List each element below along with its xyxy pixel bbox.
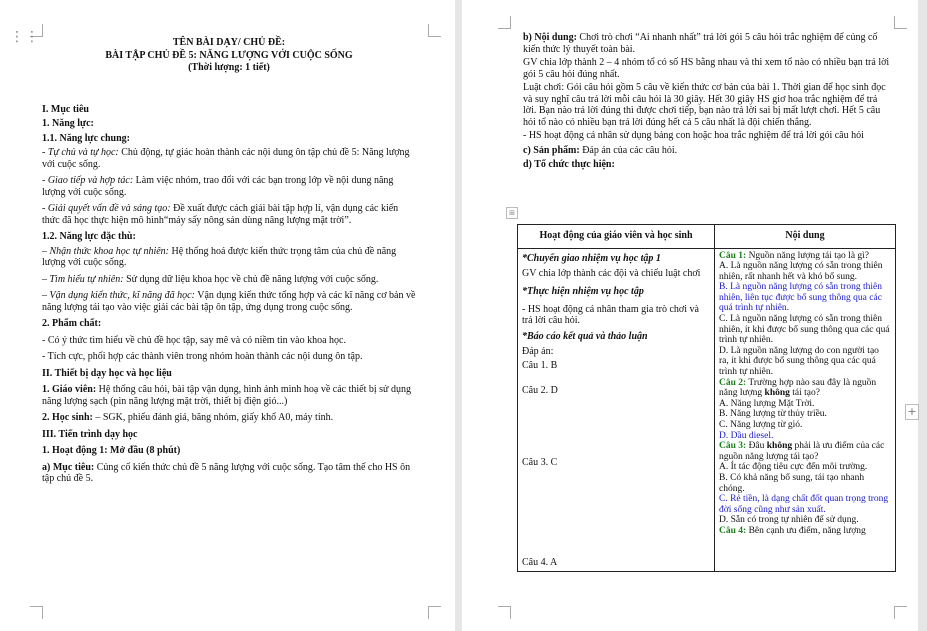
paragraph-game-rules: Luật chơi: Gói câu hỏi gồm 5 câu về kiến thức cơ bản của bài 1. Thời gian để học sinh đọc và suy nghĩ câu trả lời mỗi câu hỏi là 30 giây. Hết 30 giây HS giơ hoa trắc nghiệm để trả lời. Bạn nào trả lời đúng thì được chơi tiếp, bạn nào trả lời sai bị mất lượt chơi. Hết 5 câu hỏi tổ nào có nhiều bạn trả lời đúng hết cả 5 câu nhất là đội chiến thắng.	[523, 82, 886, 128]
label-self-study: - Tự chủ và tự học:	[42, 147, 119, 158]
question-3-text: Đâu	[746, 441, 767, 452]
question-1-text: Nguồn năng lượng tái tạo là gì?	[746, 250, 870, 261]
question-3-emphasis: không	[766, 441, 793, 452]
crop-mark	[498, 606, 511, 619]
paragraph-quality-2: - Tích cực, phối hợp các thành viên trong nhóm hoàn thành các nội dung ôn tập.	[42, 351, 363, 362]
activity-table	[517, 224, 896, 572]
lesson-duration: (Thời lượng: 1 tiết)	[188, 62, 270, 73]
question-2-text-end: tái tạo?	[789, 388, 820, 399]
crop-mark	[498, 16, 511, 29]
question-2-emphasis: không	[764, 388, 790, 399]
section-activity-1: 1. Hoạt động 1: Mở đầu (8 phút)	[42, 445, 181, 456]
left-page-content	[42, 37, 416, 490]
table-move-handle-icon[interactable]: ⊞	[506, 207, 518, 219]
section-process: III. Tiến trình dạy học	[42, 428, 138, 440]
question-2	[719, 378, 891, 442]
paragraph-natural-science	[42, 246, 416, 269]
label-apply-knowledge: – Vận dụng kiến thức, kĩ năng đã học:	[42, 290, 195, 301]
text-teacher: Hệ thống câu hỏi, bài tập vận dụng, hình ảnh minh hoạ về các thiết bị sử dụng năng lượng sạch (pin năng lượng mặt trời, thiết bị điện gió...)	[42, 384, 411, 407]
question-1-option-d: D. Là nguồn năng lượng do con người tạo ra, ít khi được bổ sung thông qua các quá trình tự nhiên.	[719, 345, 879, 378]
table-row	[518, 248, 896, 571]
section-general-competence: 1.1. Năng lực chung:	[42, 132, 130, 144]
label-problem-solving: - Giải quyết vấn đề và sáng tạo:	[42, 203, 171, 214]
table-header-content: Nội dung	[715, 225, 896, 249]
text-apply-knowledge: Vận dụng kiến thức tổng hợp và các kĩ năng cơ bản về năng lượng tái tạo vào việc giải các bài tập ôn tập, ứng dụng trong cuộc sống.	[42, 290, 416, 313]
task-implementation-text: - HS hoạt động cá nhân tham gia trò chơi và trả lời câu hỏi.	[522, 303, 699, 326]
label-communication: - Giao tiếp và hợp tác:	[42, 175, 134, 186]
section-competence: 1. Năng lực:	[42, 118, 94, 129]
question-2-option-d: D. Dầu diesel.	[719, 430, 774, 441]
text-communication: Làm việc nhóm, trao đổi với các bạn trong lớp về nội dung năng lượng với cuộc sống.	[42, 175, 394, 198]
question-1-label: Câu 1:	[719, 250, 747, 261]
lesson-title: BÀI TẬP CHỦ ĐỀ 5: NĂNG LƯỢNG VỚI CUỘC SỐNG	[105, 49, 353, 61]
question-3-option-a: A. Ít tác động tiêu cực đến môi trường.	[719, 462, 868, 473]
paragraph-explore-nature	[42, 274, 416, 286]
text-product: Đáp án của các câu hỏi.	[579, 144, 678, 156]
text-goal: Củng cố kiến thức chủ đề 5 năng lượng với cuộc sống. Tạo tâm thế cho HS ôn tập chủ đề 5.	[42, 461, 411, 484]
section-specific-competence: 1.2. Năng lực đặc thù:	[42, 231, 136, 242]
paragraph-teacher	[42, 384, 416, 407]
page-gap	[455, 0, 462, 631]
answer-1: Câu 1. B	[522, 359, 558, 371]
crop-mark	[30, 606, 43, 619]
question-3-label: Câu 3:	[719, 441, 747, 452]
workspace-edge	[918, 0, 927, 631]
table-header-activity: Hoạt động của giáo viên và học sinh	[518, 225, 715, 249]
answer-3: Câu 3. C	[522, 456, 558, 468]
paragraph-student-activity: - HS hoạt động cá nhân sử dụng bảng con hoặc hoa trắc nghiệm để trả lời gói câu hỏi	[523, 130, 864, 141]
crop-mark	[894, 606, 907, 619]
paragraph-self-study	[42, 147, 416, 170]
question-4-label: Câu 4:	[719, 525, 747, 536]
paragraph-problem-solving	[42, 203, 416, 226]
right-page-content	[523, 32, 893, 176]
paragraph-teacher-groups: GV chia lớp thành 2 – 4 nhóm tổ có số HS bằng nhau và thi xem tổ nào có nhiều bạn trả lời gói 5 câu hỏi đúng nhất.	[523, 57, 890, 80]
label-goal: a) Mục tiêu:	[42, 461, 95, 473]
paragraph-student	[42, 412, 416, 424]
task-assignment-heading: *Chuyển giao nhiệm vụ học tập 1	[522, 252, 661, 264]
answer-key-label: Đáp án:	[522, 346, 554, 357]
crop-mark	[428, 606, 441, 619]
question-2-option-c: C. Năng lượng từ gió.	[719, 420, 803, 430]
label-student: 2. Học sinh:	[42, 412, 93, 423]
text-content: Chơi trò chơi “Ai nhanh nhất” trả lời gói 5 câu hỏi trắc nghiệm để củng cố kiến thức lý thuyết toàn bài.	[523, 32, 878, 55]
label-natural-science: – Nhận thức khoa học tự nhiên:	[42, 245, 169, 257]
report-heading: *Báo cáo kết quả và thảo luận	[522, 330, 648, 342]
activity-cell[interactable]	[518, 248, 715, 571]
question-3	[719, 441, 891, 526]
paragraph-content	[523, 32, 893, 55]
content-cell[interactable]	[715, 248, 896, 571]
text-explore-nature: Sử dụng dữ liệu khoa học về chủ đề năng lượng với cuộc sống.	[123, 273, 379, 285]
question-2-option-b: B. Năng lượng từ thủy triều.	[719, 409, 827, 420]
paragraph-goal	[42, 462, 416, 485]
answer-4: Câu 4. A	[522, 557, 558, 568]
label-teacher: 1. Giáo viên:	[42, 384, 97, 395]
label-product: c) Sản phẩm:	[523, 144, 580, 156]
drag-handle-icon[interactable]: ⋮⋮	[10, 29, 40, 45]
table-header-row	[518, 225, 896, 249]
question-2-label: Câu 2:	[719, 377, 747, 388]
text-self-study: Chủ động, tự giác hoàn thành các nội dung ôn tập chủ đề 5: Năng lượng với cuộc sống.	[42, 147, 410, 170]
text-natural-science: Hệ thống hoá được kiến thức trọng tâm của chủ đề năng lượng với cuộc sống.	[42, 245, 397, 268]
section-objectives: I. Mục tiêu	[42, 103, 89, 115]
task-implementation-heading: *Thực hiện nhiệm vụ học tập	[522, 286, 644, 297]
paragraph-quality-1: - Có ý thức tìm hiểu về chủ đề học tập, say mê và có niềm tin vào khoa học.	[42, 334, 346, 346]
question-3-option-c: C. Rẻ tiền, là dạng chất đốt quan trọng trong đời sống cũng như sản xuất.	[719, 494, 889, 515]
paragraph-communication	[42, 175, 416, 198]
question-1-option-c: C. Là nguồn năng lượng có sẵn trong thiên nhiên, ít khi được bổ sung thông qua các quá trình tự nhiên.	[719, 314, 890, 346]
paragraph-apply-knowledge	[42, 290, 416, 313]
question-3-option-b: B. Có khả năng bổ sung, tái tạo nhanh chóng.	[719, 472, 865, 494]
paragraph-organization: d) Tổ chức thực hiện:	[523, 159, 615, 170]
section-equipment: II. Thiết bị dạy học và học liệu	[42, 367, 172, 379]
question-1-option-a: A. Là nguồn năng lượng có sẵn trong thiên nhiên, rất nhanh hết và khó bổ sung.	[719, 261, 883, 282]
answer-2: Câu 2. D	[522, 385, 558, 396]
question-1	[719, 251, 891, 378]
question-3-text-end: phải là ưu điểm của các nguồn năng lượng tái tạo?	[719, 441, 885, 462]
question-4-text: Bên cạnh ưu điểm, năng lượng	[746, 525, 866, 536]
text-problem-solving: Đề xuất được cách giải bài tập hợp lí, vận dụng các kiến thức đã học thực hiện mô hình“máy sấy nông sản dùng năng lượng mặt trời”.	[42, 203, 399, 226]
question-2-option-a: A. Năng lượng Mặt Trời.	[719, 398, 815, 409]
section-qualities: 2. Phẩm chất:	[42, 318, 102, 329]
crop-mark	[894, 16, 907, 29]
question-3-option-d: D. Sẵn có trong tự nhiên để sử dụng.	[719, 515, 859, 526]
question-4	[719, 526, 891, 537]
lesson-title-label: TÊN BÀI DẠY/ CHỦ ĐỀ:	[172, 37, 286, 48]
question-2-text: Trường hợp nào sau đây là nguồn năng lượng	[719, 377, 877, 399]
label-content: b) Nội dung:	[523, 32, 577, 43]
text-student: – SGK, phiếu đánh giá, băng nhóm, giấy khổ A0, máy tính.	[92, 412, 334, 423]
task-assignment-text: GV chia lớp thành các đội và chiếu luật chơi	[522, 268, 701, 279]
paragraph-product	[523, 145, 893, 157]
label-explore-nature: – Tìm hiểu tự nhiên:	[42, 273, 124, 285]
add-column-button[interactable]: +	[905, 404, 919, 420]
crop-mark	[428, 24, 441, 37]
question-1-option-b: B. Là nguồn năng lượng có sẵn trong thiên nhiên, liên tục được bổ sung thông qua các quá trình tự nhiên.	[719, 282, 882, 314]
